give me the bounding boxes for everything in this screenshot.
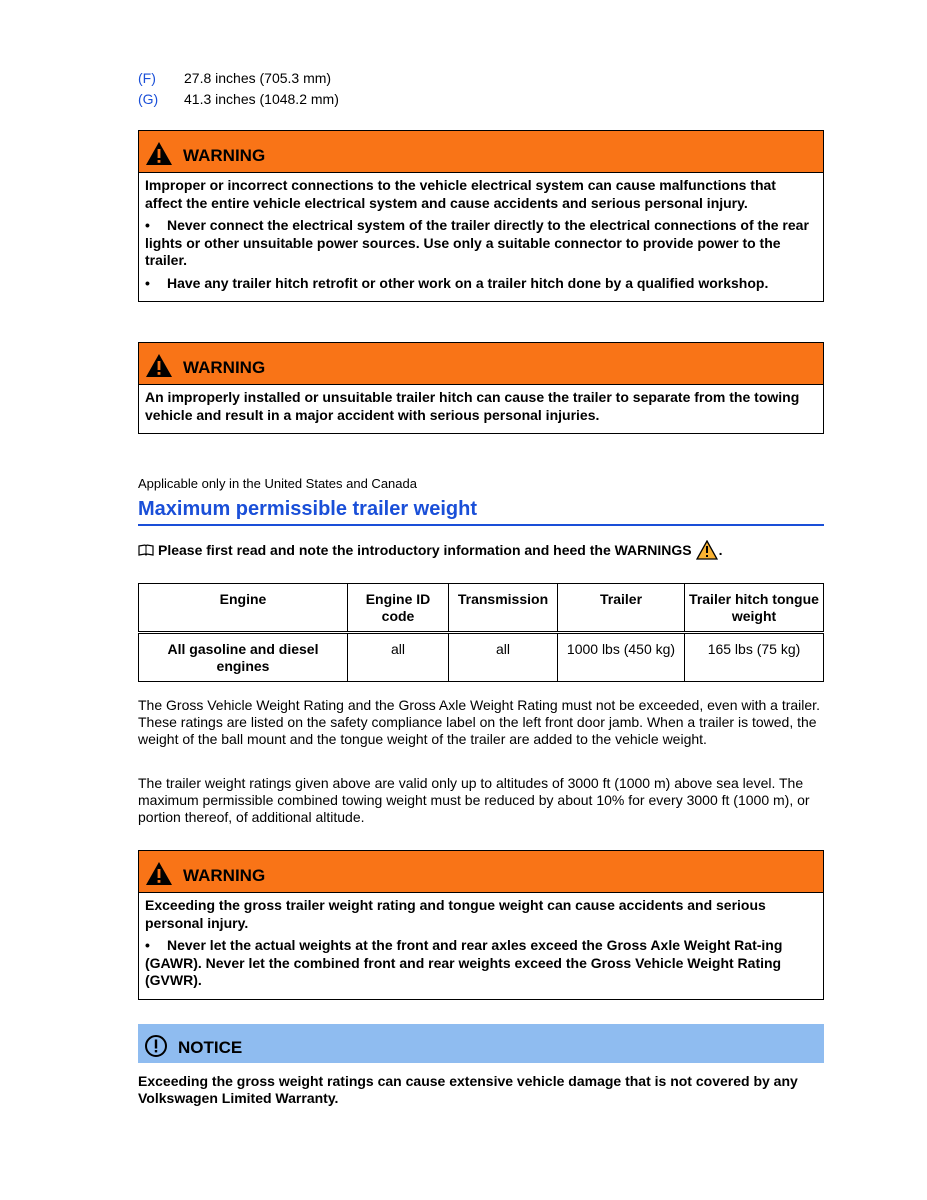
applicability-note: Applicable only in the United States and Canada — [138, 476, 417, 491]
warning-intro: An improperly installed or unsuitable trailer hitch can cause the trailer to separate from the towing vehicle and result in a major accident with serious personal injuries. — [145, 389, 800, 423]
warning-box-electrical — [138, 130, 824, 302]
table-header-row — [139, 584, 824, 633]
table-header: Engine ID code — [348, 584, 449, 633]
warning-triangle-icon — [145, 141, 173, 166]
intro-end: . — [718, 542, 723, 558]
table-cell: 1000 lbs (450 kg) — [558, 633, 685, 682]
dimension-row-f — [138, 68, 339, 89]
warning-bullet: • Never let the actual weights at the front and rear axles exceed the Gross Axle Weight Rat-ing (GAWR). Never let the combined front and rear weights exceed the Gross Vehicle Weight Rating (GVWR). — [145, 937, 783, 988]
intro-line — [138, 540, 723, 560]
warning-title: WARNING — [183, 146, 266, 165]
paragraph-altitude: The trailer weight ratings given above are valid only up to altitudes of 3000 ft (1000 m) above sea level. The maximum permissible combined towing weight must be reduced by about 10% for every 3000 ft (1000 m), or portion thereof, of additional altitude. — [138, 775, 810, 825]
warning-bullet: • Never connect the electrical system of the trailer directly to the electrical connections of the rear lights or other unsuitable power sources. Use only a suitable connector to provide power to the trailer. — [145, 217, 809, 268]
dimension-list — [138, 68, 339, 110]
warning-header — [139, 343, 823, 385]
table-header: Transmission — [449, 584, 558, 633]
book-icon — [138, 544, 154, 556]
warning-intro: Exceeding the gross trailer weight rating and tongue weight can cause accidents and serious personal injury. — [145, 897, 766, 931]
warning-title: WARNING — [183, 358, 266, 377]
dimension-key: (F) — [138, 70, 156, 86]
warning-triangle-icon — [145, 861, 173, 886]
intro-text: Please first read and note the introductory information and heed the WARNINGS — [158, 542, 692, 558]
warning-header — [139, 131, 823, 173]
notice-header — [138, 1024, 824, 1063]
section-title: Maximum permissible trailer weight — [138, 498, 824, 526]
warning-intro: Improper or incorrect connections to the vehicle electrical system can cause malfunctions that affect the entire vehicle electrical system and cause accidents and serious personal injury. — [145, 177, 776, 211]
table-cell: all — [449, 633, 558, 682]
warning-triangle-icon — [145, 353, 173, 378]
warning-triangle-icon — [696, 540, 718, 560]
table-row — [139, 633, 824, 682]
table-cell: All gasoline and diesel engines — [139, 633, 348, 682]
paragraph-gvwr: The Gross Vehicle Weight Rating and the Gross Axle Weight Rating must not be exceeded, even with a trailer. These ratings are listed on the safety compliance label on the left front door jamb. When a trailer is towed, the weight of the ball mount and the tongue weight of the trailer are added to the vehicle weight. — [138, 697, 820, 747]
table-header: Trailer hitch tongue weight — [685, 584, 824, 633]
table-header: Engine — [139, 584, 348, 633]
warning-body — [139, 893, 823, 999]
warning-header — [139, 851, 823, 893]
table-header: Trailer — [558, 584, 685, 633]
warning-bullet: • Have any trailer hitch retrofit or other work on a trailer hitch done by a qualified workshop. — [145, 274, 769, 291]
table-cell: 165 lbs (75 kg) — [685, 633, 824, 682]
dimension-value: 41.3 inches (1048.2 mm) — [184, 91, 339, 107]
warning-body — [139, 385, 823, 433]
table-cell: all — [348, 633, 449, 682]
exclamation-circle-icon — [144, 1034, 168, 1058]
warning-body — [139, 173, 823, 301]
dimension-value: 27.8 inches (705.3 mm) — [184, 70, 332, 86]
warning-box-weight — [138, 850, 824, 1000]
dimension-key: (G) — [138, 91, 159, 107]
notice-title: NOTICE — [178, 1038, 243, 1057]
warning-box-hitch — [138, 342, 824, 434]
notice-body: Exceeding the gross weight ratings can cause extensive vehicle damage that is not covered by any Volkswagen Limited Warranty. — [138, 1073, 798, 1106]
dimension-row-g — [138, 89, 339, 110]
trailer-weight-table — [138, 583, 824, 682]
warning-title: WARNING — [183, 866, 266, 885]
